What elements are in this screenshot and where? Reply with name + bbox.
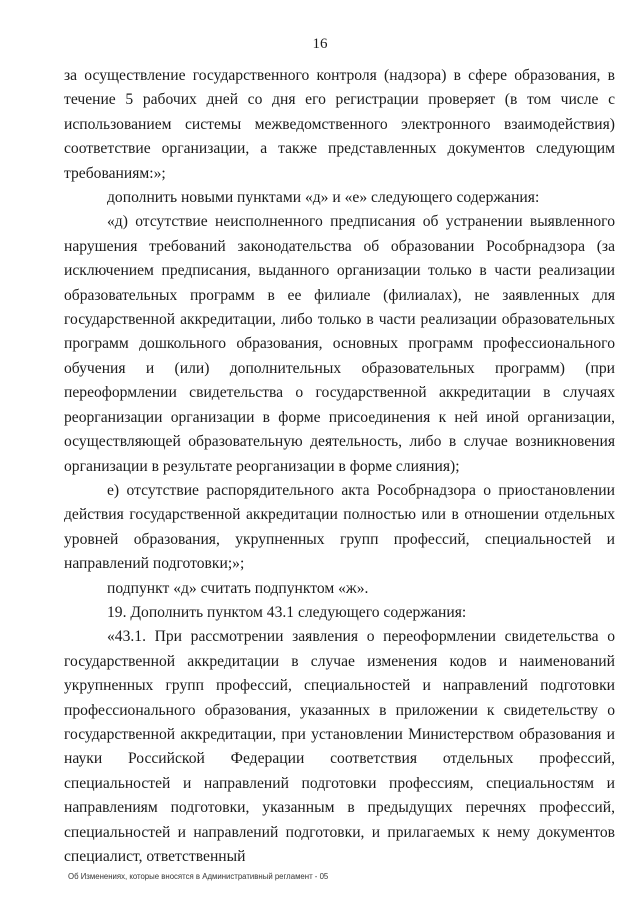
paragraph-amendment-intro: дополнить новыми пунктами «д» и «е» следующего содержания: bbox=[107, 189, 540, 207]
paragraph-renumber: подпункт «д» считать подпунктом «ж». bbox=[107, 579, 369, 597]
paragraph-continuation: за осуществление государственного контроля (надзора) в сфере образования, в течение 5 рабочих дней со дня его регистрации проверяет (в том числе с использованием системы межведомственного электронного взаимодействия) соответствие организации, а также представленных документов следующим требованиям:»; bbox=[64, 67, 615, 182]
paragraph-item-e: е) отсутствие распорядительного акта Рособрнадзора о приостановлении действия государственной аккредитации полностью или в отношении отдельных уровней образования, укрупненных групп профессий, специальностей и направлений подготовки;»; bbox=[64, 481, 615, 573]
footer-note: Об Изменениях, которые вносятся в Административный регламент - 05 bbox=[68, 872, 329, 881]
paragraph-item-43-1: «43.1. При рассмотрении заявления о переоформлении свидетельства о государственной аккредитации в случае изменения кодов и наименований укрупненных групп профессий, специальностей и направлений подготовки профессионального образования, указанных в приложении к свидетельству о государственной аккредитации, при установлении Министерством образования и науки Российской Федерации соответствия отдельных профессий, специальностей и направлений подготовки профессиям, специальностям и направлениям подготовки, указанным в предыдущих перечнях профессий, специальностей и направлений подготовки, и прилагаемых к нему документов специалист, ответственный bbox=[64, 628, 615, 865]
document-body bbox=[64, 64, 615, 869]
paragraph-item-d: «д) отсутствие неисполненного предписания об устранении выявленного нарушения требований законодательства об образовании Рособрнадзора (за исключением предписания, выданного организации только в части реализации образовательных программ в ее филиале (филиалах), не заявленных для государственной аккредитации, либо только в части реализации образовательных программ дошкольного образования, основных программ профессионального обучения и (или) дополнительных образовательных программ) (при переоформлении свидетельства о государственной аккредитации в случаях реорганизации организации в форме присоединения к ней иной организации, осуществляющей образовательную деятельность, либо в случае возникновения организации в результате реорганизации в форме слияния); bbox=[64, 213, 615, 475]
paragraph-section-19: 19. Дополнить пунктом 43.1 следующего содержания: bbox=[107, 603, 467, 621]
page-number: 16 bbox=[312, 36, 328, 52]
